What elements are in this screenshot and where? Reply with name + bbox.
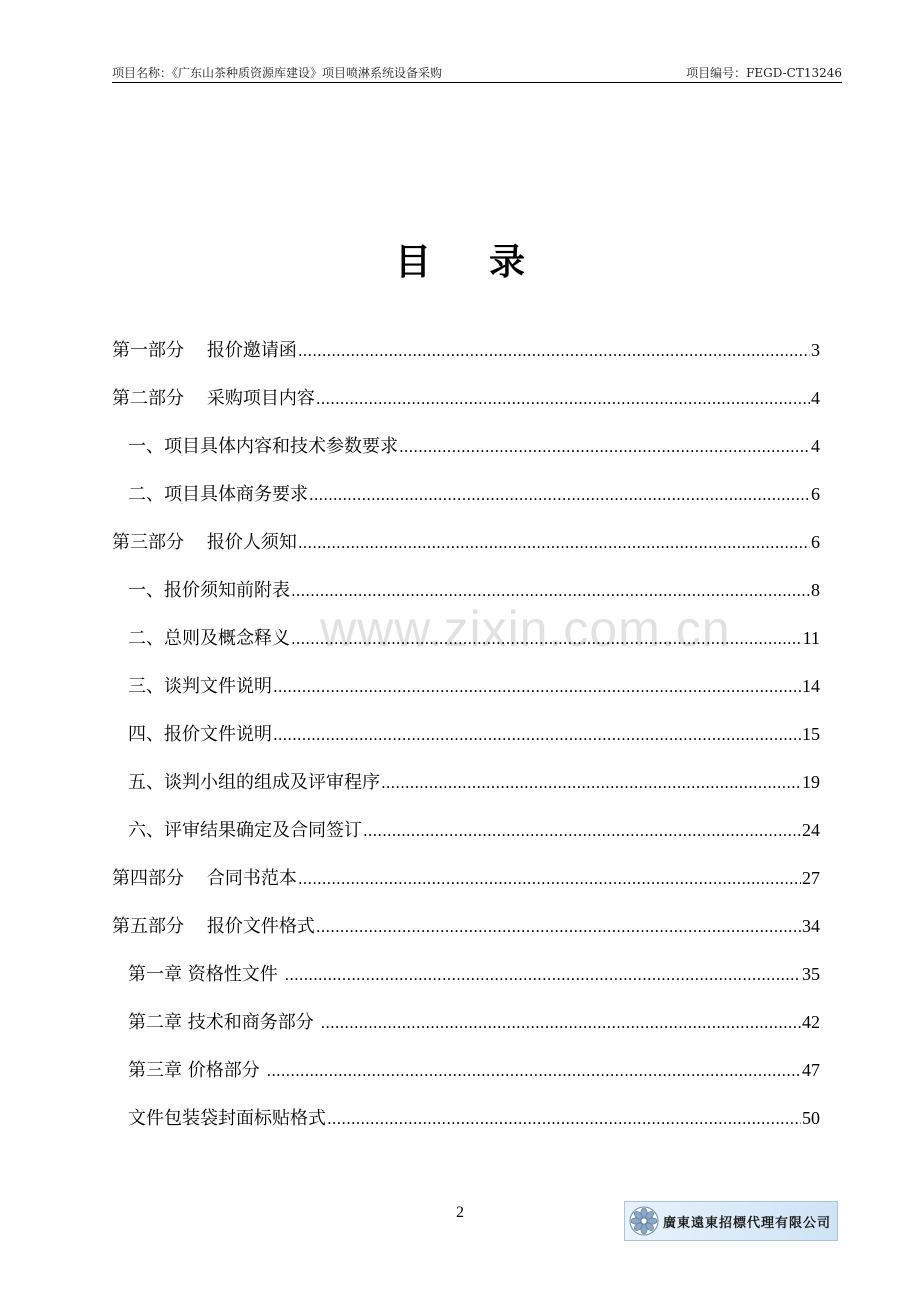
toc-entry-label: 报价文件格式 bbox=[206, 916, 315, 937]
toc-entry[interactable] bbox=[128, 432, 820, 460]
toc-leader-dots bbox=[363, 817, 801, 845]
toc-entry-label: 合同书范本 bbox=[206, 868, 297, 889]
project-number: 项目编号：FEGD-CT13246 bbox=[686, 66, 842, 80]
toc-leader-dots bbox=[298, 865, 801, 893]
toc-entry-label: 价格部分 bbox=[187, 1060, 266, 1081]
toc-entry[interactable] bbox=[112, 336, 820, 364]
toc-leader-dots bbox=[291, 625, 802, 653]
toc-leader-dots bbox=[273, 721, 801, 749]
page-number: 2 bbox=[456, 1204, 464, 1221]
toc-entry-number: 第二部分 bbox=[112, 388, 184, 409]
toc-entry-number: 第四部分 bbox=[112, 868, 184, 889]
toc-entry[interactable] bbox=[128, 1056, 820, 1084]
toc-leader-dots bbox=[291, 577, 810, 605]
toc-entry-page: 6 bbox=[811, 532, 820, 552]
toc-entry[interactable] bbox=[128, 624, 820, 652]
toc-entry-label: 谈判小组的组成及评审程序 bbox=[164, 772, 380, 793]
toc-entry-label: 总则及概念释义 bbox=[164, 628, 290, 649]
toc-entry-page: 15 bbox=[802, 724, 820, 744]
toc-entry-number: 第三章 bbox=[128, 1060, 182, 1081]
toc-title-char-2: 录 bbox=[489, 242, 526, 283]
company-logo bbox=[624, 1201, 838, 1241]
toc-entry-number: 第一部分 bbox=[112, 340, 184, 361]
toc-entry-page: 11 bbox=[802, 628, 820, 648]
toc-entry-page: 47 bbox=[802, 1060, 820, 1080]
toc-entry[interactable] bbox=[128, 720, 820, 748]
toc-entry-label: 谈判文件说明 bbox=[164, 676, 272, 697]
toc-entry-number: 五、 bbox=[128, 772, 164, 793]
toc-entry-page: 24 bbox=[802, 820, 820, 840]
toc-entry-label: 资格性文件 bbox=[187, 964, 284, 985]
toc-entry-number: 第一章 bbox=[128, 964, 182, 985]
toc-entry-label: 文件包装袋封面标贴格式 bbox=[128, 1108, 326, 1129]
toc-entry-label: 采购项目内容 bbox=[206, 388, 315, 409]
toc-entry-page: 42 bbox=[802, 1012, 820, 1032]
toc-leader-dots bbox=[309, 481, 810, 509]
toc-entry[interactable] bbox=[128, 960, 820, 988]
toc-entry-number: 四、 bbox=[128, 724, 164, 745]
toc-leader-dots bbox=[327, 1105, 801, 1133]
toc-entry-page: 50 bbox=[802, 1108, 820, 1128]
toc-entry[interactable] bbox=[128, 1008, 820, 1036]
toc-leader-dots bbox=[399, 433, 810, 461]
page-header bbox=[112, 64, 842, 83]
toc-title bbox=[0, 238, 920, 288]
toc-entry[interactable] bbox=[112, 864, 820, 892]
toc-entry[interactable] bbox=[128, 816, 820, 844]
toc-entry-page: 19 bbox=[802, 772, 820, 792]
toc-entry-number: 一、 bbox=[128, 436, 164, 457]
toc-entry-page: 35 bbox=[802, 964, 820, 984]
toc-entry-number: 第五部分 bbox=[112, 916, 184, 937]
toc-entry-label: 报价人须知 bbox=[206, 532, 297, 553]
toc-entry-page: 8 bbox=[811, 580, 820, 600]
toc-entry-label: 评审结果确定及合同签订 bbox=[164, 820, 362, 841]
toc-entry[interactable] bbox=[112, 528, 820, 556]
toc-entry[interactable] bbox=[128, 480, 820, 508]
toc-entry-number: 第三部分 bbox=[112, 532, 184, 553]
toc-leader-dots bbox=[273, 673, 801, 701]
toc-entry-label: 技术和商务部分 bbox=[187, 1012, 320, 1033]
toc-entry[interactable] bbox=[128, 576, 820, 604]
toc-leader-dots bbox=[316, 913, 801, 941]
toc-leader-dots bbox=[298, 529, 810, 557]
toc-entry-label: 项目具体内容和技术参数要求 bbox=[164, 436, 398, 457]
toc-entry-number: 二、 bbox=[128, 484, 164, 505]
toc-entry[interactable] bbox=[128, 768, 820, 796]
toc-entry[interactable] bbox=[128, 1104, 820, 1132]
toc-entry-label: 报价邀请函 bbox=[206, 340, 297, 361]
toc-entry-page: 14 bbox=[802, 676, 820, 696]
toc-entry-label: 报价文件说明 bbox=[164, 724, 272, 745]
project-name: 项目名称：《广东山茶种质资源库建设》项目喷淋系统设备采购 bbox=[112, 66, 443, 80]
toc-leader-dots bbox=[284, 961, 801, 989]
toc-entry-page: 3 bbox=[811, 340, 820, 360]
flower-logo-icon bbox=[629, 1206, 659, 1236]
toc-leader-dots bbox=[266, 1057, 801, 1085]
toc-entry-number: 六、 bbox=[128, 820, 164, 841]
toc-leader-dots bbox=[320, 1009, 801, 1037]
toc-entry-label: 项目具体商务要求 bbox=[164, 484, 308, 505]
toc-entry-label: 报价须知前附表 bbox=[164, 580, 290, 601]
toc-entry[interactable] bbox=[112, 384, 820, 412]
toc-leader-dots bbox=[316, 385, 810, 413]
toc-entry-number: 第二章 bbox=[128, 1012, 182, 1033]
company-name: 廣東遠東招標代理有限公司 bbox=[663, 1215, 832, 1231]
toc-entry-page: 34 bbox=[802, 916, 820, 936]
toc-entry[interactable] bbox=[128, 672, 820, 700]
toc-entry-number: 二、 bbox=[128, 628, 164, 649]
toc-entry-number: 三、 bbox=[128, 676, 164, 697]
toc-leader-dots bbox=[381, 769, 801, 797]
toc-entry-page: 6 bbox=[811, 484, 820, 504]
toc-entry-number: 一、 bbox=[128, 580, 164, 601]
toc-entry-page: 4 bbox=[811, 388, 820, 408]
toc-title-char-1: 目 bbox=[394, 242, 431, 283]
watermark: www.zixin.com.cn bbox=[320, 601, 731, 657]
toc-leader-dots bbox=[298, 337, 810, 365]
toc-entry[interactable] bbox=[112, 912, 820, 940]
toc-entry-page: 27 bbox=[802, 868, 820, 888]
toc-entry-page: 4 bbox=[811, 436, 820, 456]
